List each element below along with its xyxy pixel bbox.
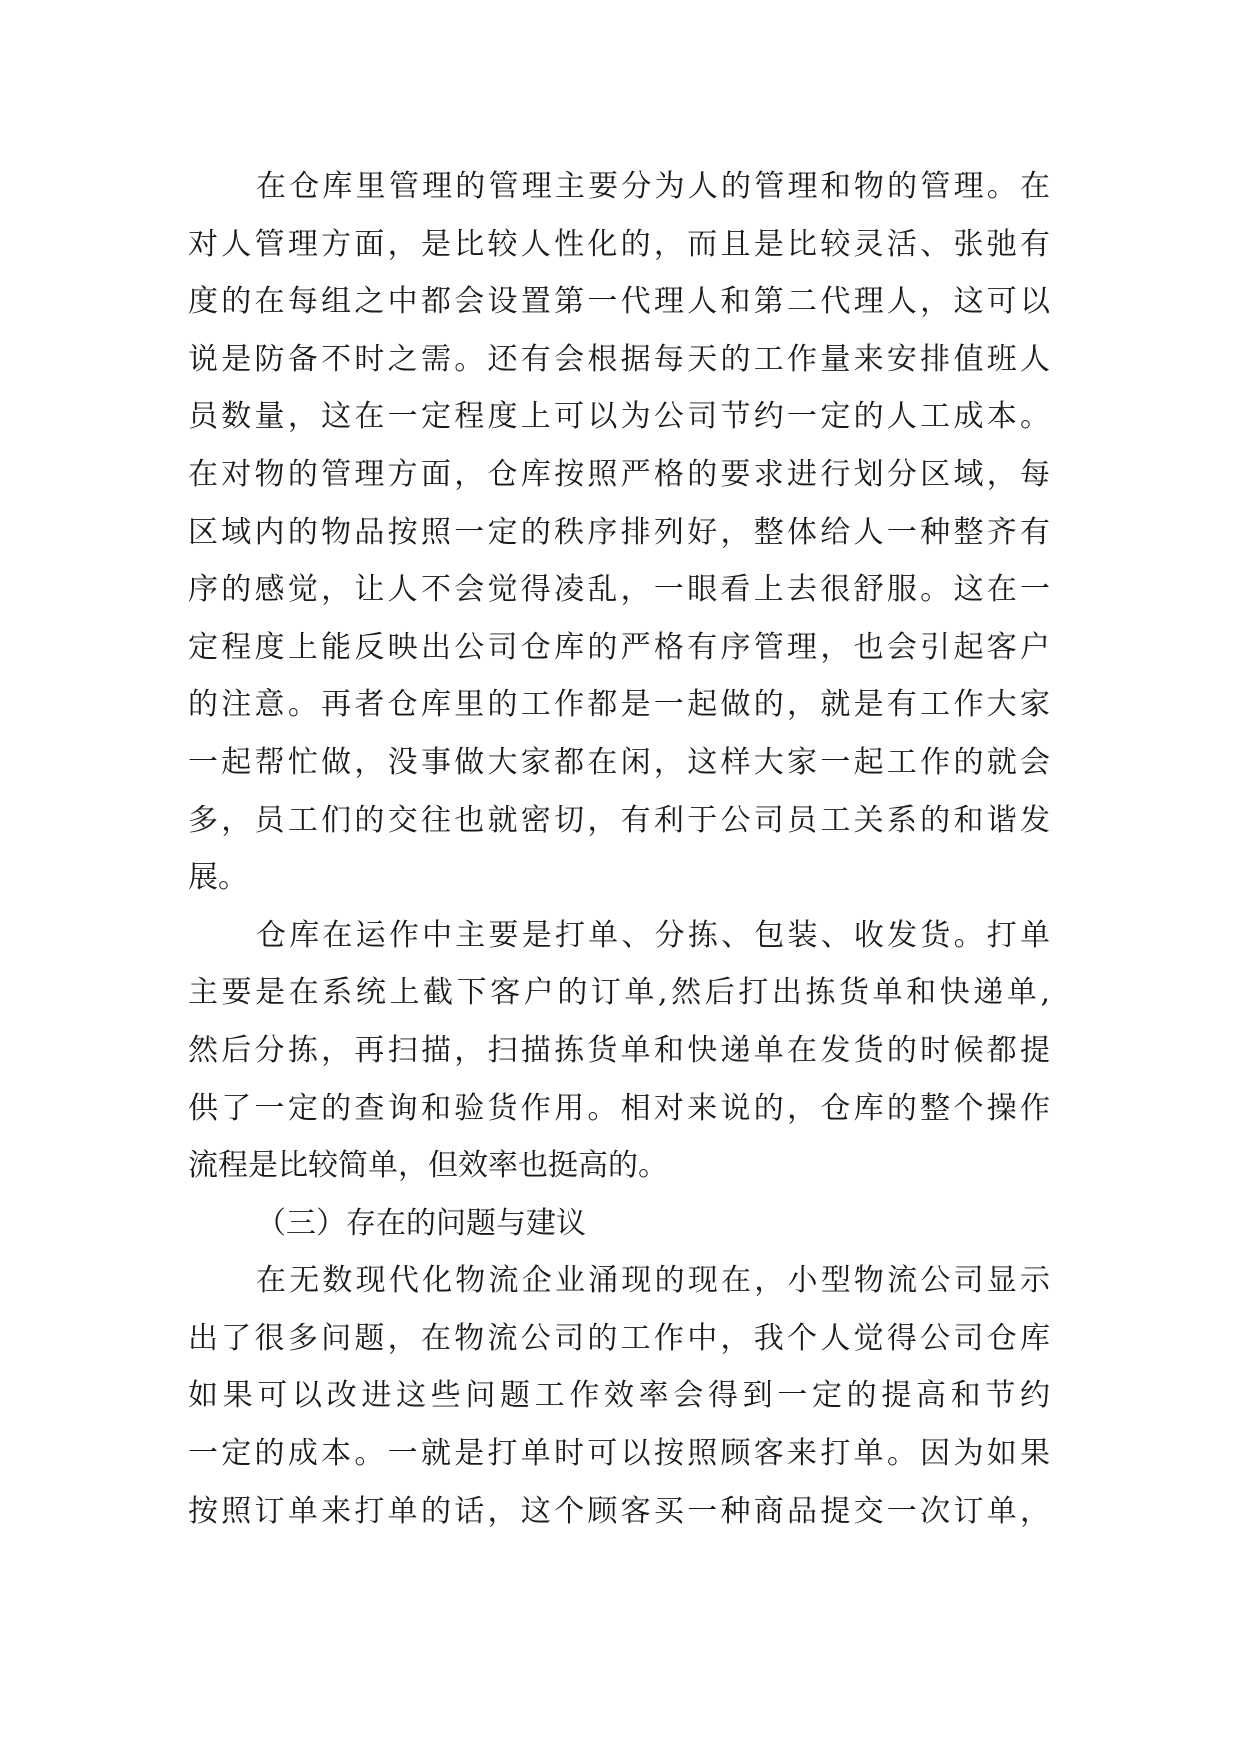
text-line: 按照订单来打单的话，这个顾客买一种商品提交一次订单， <box>188 1493 1050 1529</box>
paragraph-warehouse-management <box>188 158 1050 907</box>
text-line: 定程度上能反映出公司仓库的严格有序管理，也会引起客户 <box>188 629 1050 665</box>
text-line: 一起帮忙做，没事做大家都在闲，这样大家一起工作的就会 <box>188 744 1050 780</box>
text-line: 序的感觉，让人不会觉得凌乱，一眼看上去很舒服。这在一 <box>188 572 1050 608</box>
text-line: 展。 <box>188 860 248 896</box>
text-line: 员数量，这在一定程度上可以为公司节约一定的人工成本。 <box>188 399 1050 435</box>
text-line: 对人管理方面，是比较人性化的，而且是比较灵活、张弛有 <box>188 226 1050 262</box>
text-line: 在仓库里管理的管理主要分为人的管理和物的管理。在 <box>256 169 1050 204</box>
text-line: 供了一定的查询和验货作用。相对来说的，仓库的整个操作 <box>188 1090 1050 1126</box>
text-line: 仓库在运作中主要是打单、分拣、包装、收发货。打单 <box>256 917 1050 953</box>
text-line: 在无数现代化物流企业涌现的现在，小型物流公司显示 <box>256 1263 1050 1299</box>
text-line: 出了很多问题，在物流公司的工作中，我个人觉得公司仓库 <box>188 1320 1050 1356</box>
text-line: 一定的成本。一就是打单时可以按照顾客来打单。因为如果 <box>188 1436 1050 1472</box>
text-line: 如果可以改进这些问题工作效率会得到一定的提高和节约 <box>188 1378 1050 1414</box>
paragraph-warehouse-operations <box>188 907 1050 1195</box>
text-line: 多，员工们的交往也就密切，有利于公司员工关系的和谐发 <box>188 802 1050 838</box>
document-body <box>188 158 1050 1540</box>
text-line: 然后分拣，再扫描，扫描拣货单和快递单在发货的时候都提 <box>188 1032 1050 1068</box>
text-line: 的注意。再者仓库里的工作都是一起做的，就是有工作大家 <box>188 687 1050 723</box>
text-line: 区域内的物品按照一定的秩序排列好，整体给人一种整齐有 <box>188 514 1050 550</box>
paragraph-problems-suggestions <box>188 1252 1050 1540</box>
text-line: 在对物的管理方面，仓库按照严格的要求进行划分区域，每 <box>188 456 1050 492</box>
text-line: 主要是在系统上截下客户的订单,然后打出拣货单和快递单, <box>188 975 1050 1011</box>
text-line: 度的在每组之中都会设置第一代理人和第二代理人，这可以 <box>188 284 1050 320</box>
section-heading: （三）存在的问题与建议 <box>256 1205 586 1241</box>
text-line: 流程是比较简单，但效率也挺高的。 <box>188 1148 668 1184</box>
text-line: 说是防备不时之需。还有会根据每天的工作量来安排值班人 <box>188 341 1050 377</box>
